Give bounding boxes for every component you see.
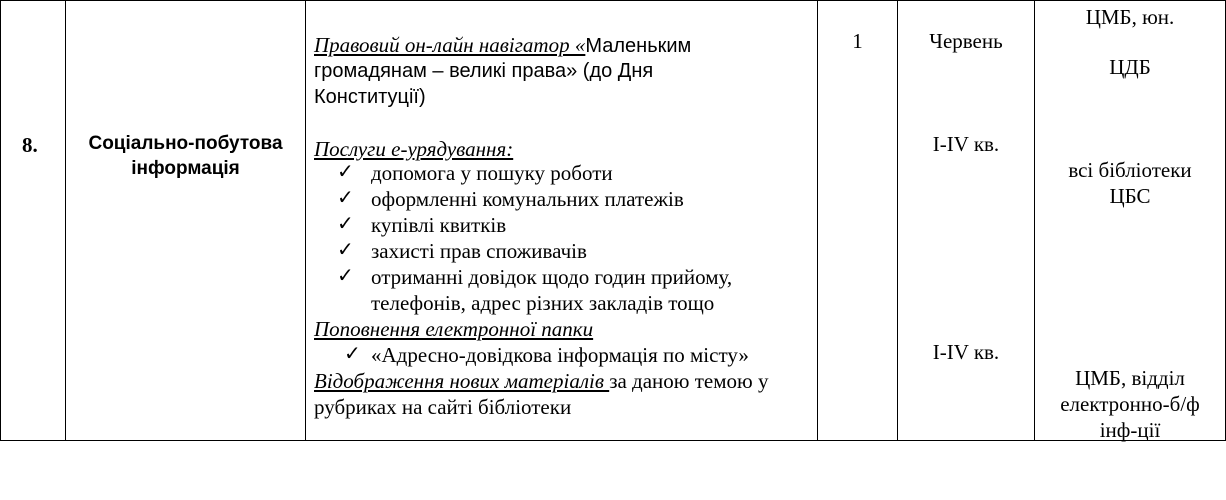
column-divider <box>0 0 1 441</box>
checkmark-icon: ✓ <box>337 161 354 183</box>
responsible-2-line2: ЦБС <box>1109 184 1151 208</box>
section-title-line2: інформація <box>131 158 240 179</box>
table-top-border <box>0 0 1226 1</box>
quantity: 1 <box>852 29 863 53</box>
column-divider <box>897 0 898 441</box>
display-line2: рубриках на сайті бібліотеки <box>314 395 572 419</box>
row-number: 8. <box>22 133 38 157</box>
column-divider <box>817 0 818 441</box>
navigator-line3: Конституції) <box>314 86 426 108</box>
checkmark-icon: ✓ <box>337 265 354 287</box>
display-label: Відображення нових матеріалів <box>314 369 610 393</box>
responsible-3-line1: ЦМБ, відділ <box>1075 366 1185 390</box>
column-divider <box>305 0 306 441</box>
navigator-line2: громадянам – великі права» (до Дня <box>314 60 654 82</box>
term-1: Червень <box>929 29 1003 53</box>
display-rest: за даною темою у <box>609 369 769 393</box>
folder-heading: Поповнення електронної папки <box>314 317 594 341</box>
list-item: захисті прав споживачів <box>371 239 587 263</box>
navigator-label: Правовий он-лайн навігатор « <box>314 33 586 57</box>
responsible-3-line2: електронно-б/ф <box>1060 392 1200 416</box>
checkmark-icon: ✓ <box>344 343 361 365</box>
list-item: отриманні довідок щодо годин прийому, <box>371 265 733 289</box>
term-3: І-IV кв. <box>932 340 1000 364</box>
section-title-line1: Соціально-побутова <box>88 133 283 154</box>
egov-heading: Послуги е-урядування: <box>314 137 514 161</box>
navigator-line1 <box>314 32 691 59</box>
list-item: купівлі квитків <box>371 213 507 237</box>
checkmark-icon: ✓ <box>337 239 354 261</box>
term-2: І-IV кв. <box>932 132 1000 156</box>
responsible-2-line1: всі бібліотеки <box>1068 158 1192 182</box>
responsible-1-line1: ЦМБ, юн. <box>1085 5 1175 29</box>
list-item: «Адресно-довідкова інформація по місту» <box>371 343 749 367</box>
column-divider <box>65 0 66 441</box>
list-item: оформленні комунальних платежів <box>371 187 684 211</box>
display-line1 <box>314 368 768 394</box>
responsible-3-line3: інф-ції <box>1099 418 1161 442</box>
responsible-1-line2: ЦДБ <box>1109 55 1151 79</box>
checkmark-icon: ✓ <box>337 213 354 235</box>
navigator-title: Маленьким <box>585 35 692 57</box>
list-item: допомога у пошуку роботи <box>371 161 613 185</box>
list-item-continuation: телефонів, адрес різних закладів тощо <box>371 291 715 315</box>
checkmark-icon: ✓ <box>337 187 354 209</box>
